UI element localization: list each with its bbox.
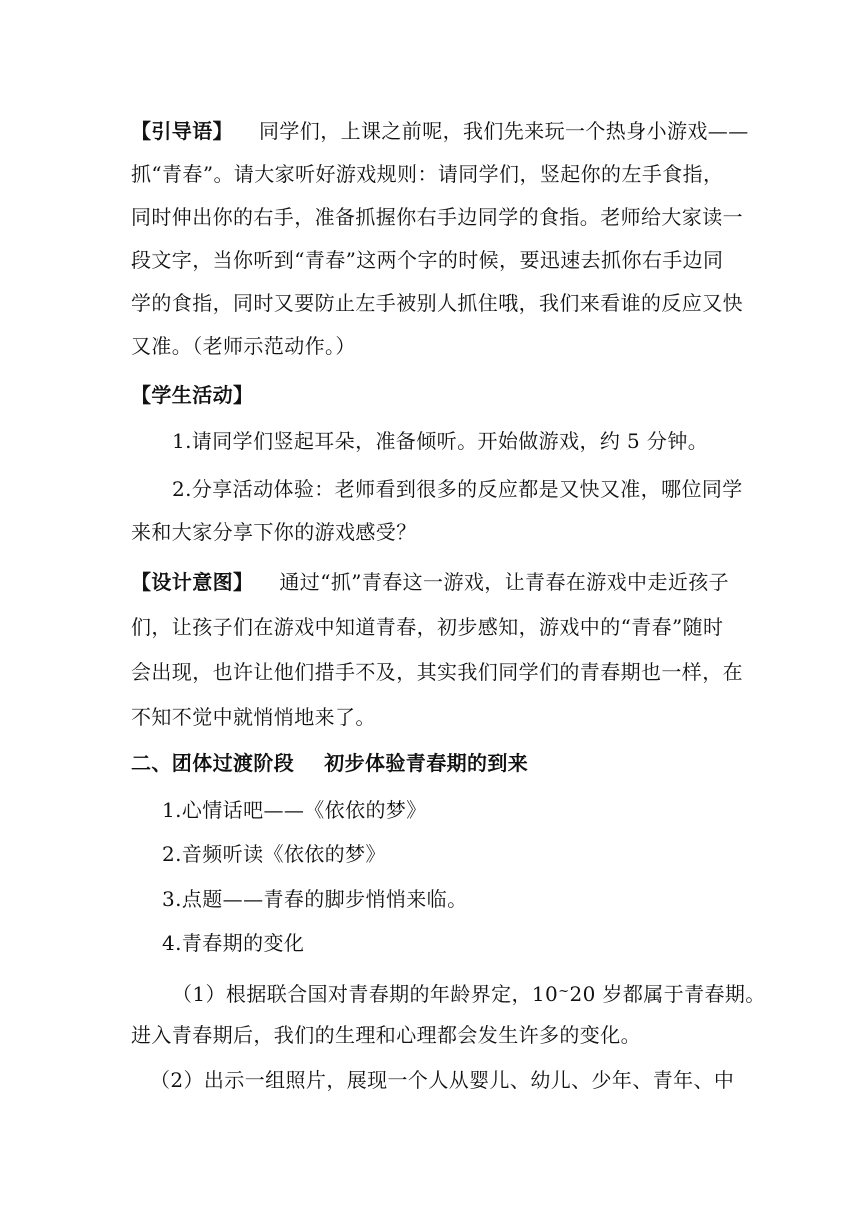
age-range-text-pre: （1）根据联合国对青春期的年龄界定，10 xyxy=(172,982,559,1006)
intro-line-2: 抓“青春”。请大家听好游戏规则：请同学们，竖起你的左手食指， xyxy=(131,162,724,186)
intro-line-6: 又准。（老师示范动作。） xyxy=(131,334,356,358)
design-heading: 【设计意图】 xyxy=(131,570,254,594)
section-2-item-3: 3.点题——青春的脚步悄悄来临。 xyxy=(162,887,468,911)
intro-paragraph-line-1 xyxy=(131,118,749,144)
section-2-item-1: 1.心情话吧——《依依的梦》 xyxy=(162,798,427,822)
activity-item-2-line-2: 来和大家分享下你的游戏感受？ xyxy=(131,520,417,544)
section-2-item-2: 2.音频听读《依依的梦》 xyxy=(162,842,386,866)
section-2-para-2-line-1: （2）出示一组照片，展现一个人从婴儿、幼儿、少年、青年、中 xyxy=(150,1068,735,1092)
age-range-text-post: 20 岁都属于青春期。 xyxy=(569,982,766,1006)
design-line-4: 不知不觉中就悄悄地来了。 xyxy=(131,705,376,729)
section-2-title: 二、团体过渡阶段 xyxy=(131,751,295,775)
design-line-2: 们，让孩子们在游戏中知道青春，初步感知，游戏中的“青春”随时 xyxy=(131,615,724,639)
activity-item-2-line-1: 2.分享活动体验：老师看到很多的反应都是又快又准，哪位同学 xyxy=(172,477,743,501)
intro-line-5: 学的食指，同时又要防止左手被别人抓住哦，我们来看谁的反应又快 xyxy=(131,291,743,315)
design-text: 通过“抓”青春这一游戏，让青春在游戏中走近孩子 xyxy=(279,570,730,594)
section-2-subtitle: 初步体验青春期的到来 xyxy=(324,751,529,775)
design-paragraph-line-1 xyxy=(131,569,729,595)
tilde-superscript: ~ xyxy=(558,984,570,999)
activity-item-1: 1.请同学们竖起耳朵，准备倾听。开始做游戏，约 5 分钟。 xyxy=(172,429,709,453)
section-2-para-1-line-2: 进入青春期后，我们的生理和心理都会发生许多的变化。 xyxy=(131,1023,641,1047)
design-line-3: 会出现，也许让他们措手不及，其实我们同学们的青春期也一样，在 xyxy=(131,660,743,684)
intro-heading: 【引导语】 xyxy=(131,119,233,143)
intro-line-3: 同时伸出你的右手，准备抓握你右手边同学的食指。老师给大家读一 xyxy=(131,205,743,229)
intro-line-4: 段文字，当你听到“青春”这两个字的时候，要迅速去抓你右手边同 xyxy=(131,248,724,272)
section-2-para-1-line-1 xyxy=(172,979,766,1007)
section-2-item-4: 4.青春期的变化 xyxy=(162,931,305,955)
section-2-heading xyxy=(131,750,528,776)
activity-heading: 【学生活动】 xyxy=(131,383,254,407)
intro-text: 同学们，上课之前呢，我们先来玩一个热身小游戏—— xyxy=(259,119,749,143)
